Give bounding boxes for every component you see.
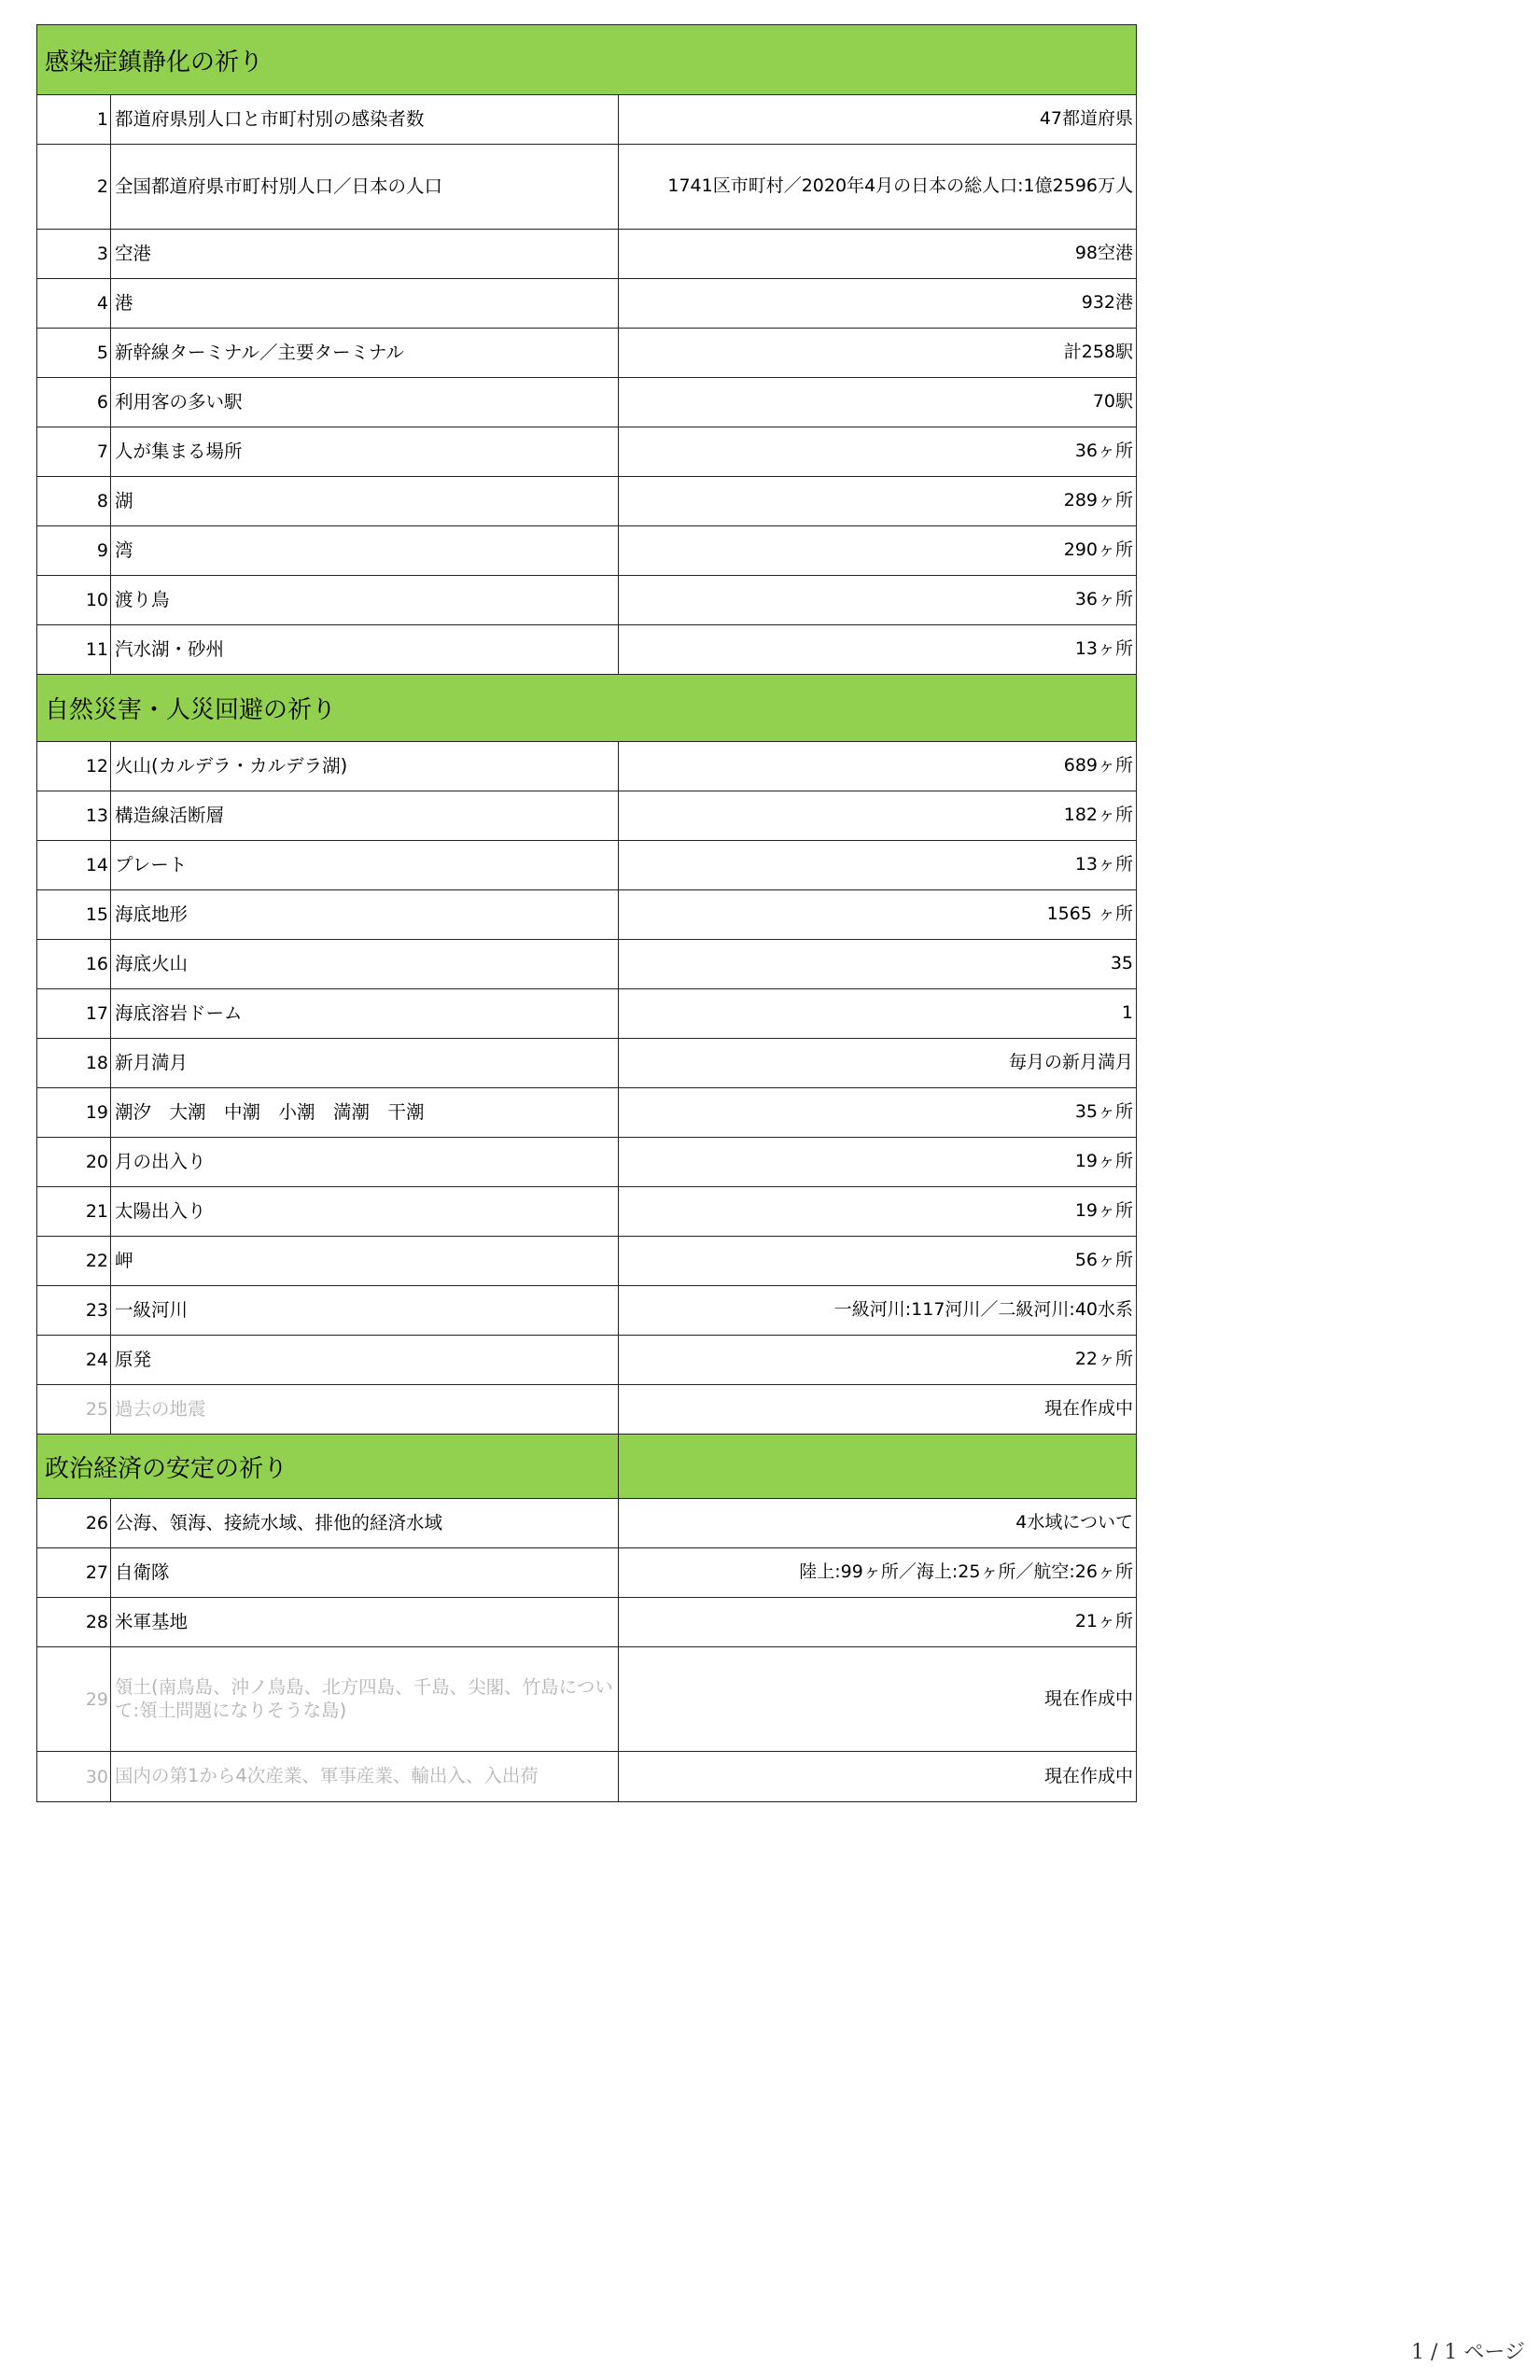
row-value: 現在作成中 bbox=[1043, 1398, 1133, 1420]
row-item: 火山(カルデラ・カルデラ湖) bbox=[111, 742, 619, 791]
table-row bbox=[37, 576, 1136, 625]
row-value: 36ヶ所 bbox=[1074, 589, 1133, 610]
table-row bbox=[37, 1138, 1136, 1187]
row-number: 4 bbox=[37, 279, 111, 328]
row-item: 米軍基地 bbox=[111, 1598, 619, 1646]
table-row bbox=[37, 1088, 1136, 1138]
table-row bbox=[37, 791, 1136, 841]
row-item: 月の出入り bbox=[111, 1138, 619, 1186]
row-value: 陸上:99ヶ所／海上:25ヶ所／航空:26ヶ所 bbox=[799, 1561, 1133, 1583]
row-value: 98空港 bbox=[1074, 243, 1133, 264]
row-item: 過去の地震 bbox=[111, 1385, 619, 1434]
row-number: 26 bbox=[37, 1499, 111, 1547]
table-row bbox=[37, 1752, 1136, 1801]
section-title: 自然災害・人災回避の祈り bbox=[45, 696, 337, 724]
row-value: 1565 ヶ所 bbox=[1046, 903, 1133, 925]
row-value: 290ヶ所 bbox=[1063, 539, 1133, 561]
section-header-blank bbox=[619, 1435, 1136, 1498]
table-row bbox=[37, 95, 1136, 145]
table-row bbox=[37, 1336, 1136, 1385]
row-item: 湾 bbox=[111, 526, 619, 575]
row-value: 689ヶ所 bbox=[1063, 755, 1133, 777]
row-value: 289ヶ所 bbox=[1063, 490, 1133, 511]
row-number: 12 bbox=[37, 742, 111, 791]
row-value: 13ヶ所 bbox=[1074, 638, 1133, 660]
table-row bbox=[37, 1548, 1136, 1598]
row-value: 19ヶ所 bbox=[1074, 1200, 1133, 1222]
table-row bbox=[37, 1286, 1136, 1336]
row-item: 国内の第1から4次産業、軍事産業、輸出入、入出荷 bbox=[111, 1752, 619, 1801]
row-item: 新幹線ターミナル／主要ターミナル bbox=[111, 329, 619, 377]
table-row bbox=[37, 1187, 1136, 1237]
row-number: 3 bbox=[37, 230, 111, 278]
row-number: 10 bbox=[37, 576, 111, 624]
row-number: 6 bbox=[37, 378, 111, 427]
row-value: 現在作成中 bbox=[1043, 1687, 1133, 1709]
row-value: 21ヶ所 bbox=[1074, 1611, 1133, 1632]
row-number: 17 bbox=[37, 989, 111, 1038]
section-header bbox=[37, 1435, 1136, 1499]
row-number: 25 bbox=[37, 1385, 111, 1434]
row-item: 領土(南鳥島、沖ノ鳥島、北方四島、千島、尖閣、竹島について:領土問題になりそうな島) bbox=[111, 1647, 619, 1751]
row-value: 1 bbox=[1121, 1002, 1133, 1024]
row-number: 8 bbox=[37, 477, 111, 525]
row-value: 現在作成中 bbox=[1043, 1765, 1133, 1786]
table-row bbox=[37, 230, 1136, 279]
row-value: 4水域について bbox=[1015, 1512, 1133, 1533]
row-value: 13ヶ所 bbox=[1074, 854, 1133, 875]
row-number: 9 bbox=[37, 526, 111, 575]
row-item: プレート bbox=[111, 841, 619, 889]
row-item: 都道府県別人口と市町村別の感染者数 bbox=[111, 95, 619, 144]
row-number: 22 bbox=[37, 1237, 111, 1285]
row-item: 全国都道府県市町村別人口／日本の人口 bbox=[111, 145, 619, 229]
row-number: 15 bbox=[37, 890, 111, 939]
row-value: 56ヶ所 bbox=[1074, 1250, 1133, 1271]
row-number: 24 bbox=[37, 1336, 111, 1384]
table-row bbox=[37, 427, 1136, 477]
section-title: 感染症鎮静化の祈り bbox=[45, 48, 264, 77]
page-number: 1 / 1 ページ bbox=[1411, 2341, 1525, 2364]
row-value: 19ヶ所 bbox=[1074, 1151, 1133, 1172]
row-number: 13 bbox=[37, 791, 111, 840]
table-row bbox=[37, 1385, 1136, 1435]
row-value: 182ヶ所 bbox=[1063, 805, 1133, 826]
row-item: 空港 bbox=[111, 230, 619, 278]
row-number: 28 bbox=[37, 1598, 111, 1646]
row-value: 一級河川:117河川／二級河川:40水系 bbox=[833, 1299, 1133, 1321]
row-item: 太陽出入り bbox=[111, 1187, 619, 1236]
row-item: 公海、領海、接続水域、排他的経済水域 bbox=[111, 1499, 619, 1547]
row-item: 汽水湖・砂州 bbox=[111, 625, 619, 674]
row-number: 27 bbox=[37, 1548, 111, 1597]
row-number: 1 bbox=[37, 95, 111, 144]
table-row bbox=[37, 1647, 1136, 1752]
section-header bbox=[37, 675, 1136, 742]
row-item: 新月満月 bbox=[111, 1039, 619, 1087]
table-row bbox=[37, 378, 1136, 427]
table-row bbox=[37, 940, 1136, 989]
row-number: 7 bbox=[37, 427, 111, 476]
row-value: 47都道府県 bbox=[1039, 108, 1133, 130]
table-row bbox=[37, 1039, 1136, 1088]
row-item: 港 bbox=[111, 279, 619, 328]
table-row bbox=[37, 989, 1136, 1039]
row-item: 潮汐 大潮 中潮 小潮 満潮 干潮 bbox=[111, 1088, 619, 1137]
table-row bbox=[37, 1237, 1136, 1286]
row-value: 毎月の新月満月 bbox=[1008, 1052, 1133, 1073]
row-value: 932港 bbox=[1081, 292, 1133, 314]
section-header bbox=[37, 25, 1136, 95]
row-item: 海底火山 bbox=[111, 940, 619, 988]
row-number: 16 bbox=[37, 940, 111, 988]
row-number: 5 bbox=[37, 329, 111, 377]
spreadsheet-table bbox=[36, 24, 1137, 1802]
table-row bbox=[37, 625, 1136, 675]
row-number: 19 bbox=[37, 1088, 111, 1137]
row-value: 1741区市町村／2020年4月の日本の総人口:1億2596万人 bbox=[667, 175, 1133, 197]
table-row bbox=[37, 477, 1136, 526]
row-number: 2 bbox=[37, 145, 111, 229]
row-item: 利用客の多い駅 bbox=[111, 378, 619, 427]
row-item: 海底溶岩ドーム bbox=[111, 989, 619, 1038]
table-row bbox=[37, 1499, 1136, 1548]
table-row bbox=[37, 1598, 1136, 1647]
table-row bbox=[37, 841, 1136, 890]
row-value: 22ヶ所 bbox=[1074, 1349, 1133, 1370]
row-number: 18 bbox=[37, 1039, 111, 1087]
row-item: 海底地形 bbox=[111, 890, 619, 939]
row-value: 36ヶ所 bbox=[1074, 441, 1133, 462]
row-value: 計258駅 bbox=[1063, 342, 1133, 363]
table-row bbox=[37, 145, 1136, 230]
row-item: 自衛隊 bbox=[111, 1548, 619, 1597]
table-row bbox=[37, 890, 1136, 940]
row-number: 30 bbox=[37, 1752, 111, 1801]
row-number: 20 bbox=[37, 1138, 111, 1186]
row-number: 29 bbox=[37, 1647, 111, 1751]
row-value: 35ヶ所 bbox=[1074, 1101, 1133, 1123]
row-value: 35 bbox=[1110, 953, 1133, 974]
row-item: 人が集まる場所 bbox=[111, 427, 619, 476]
table-row bbox=[37, 526, 1136, 576]
row-number: 11 bbox=[37, 625, 111, 674]
section-title: 政治経済の安定の祈り bbox=[37, 1435, 619, 1498]
row-item: 渡り鳥 bbox=[111, 576, 619, 624]
table-row bbox=[37, 742, 1136, 791]
row-item: 原発 bbox=[111, 1336, 619, 1384]
row-number: 21 bbox=[37, 1187, 111, 1236]
table-row bbox=[37, 279, 1136, 329]
row-item: 湖 bbox=[111, 477, 619, 525]
row-number: 14 bbox=[37, 841, 111, 889]
row-value: 70駅 bbox=[1092, 391, 1133, 413]
row-item: 一級河川 bbox=[111, 1286, 619, 1335]
row-item: 構造線活断層 bbox=[111, 791, 619, 840]
row-item: 岬 bbox=[111, 1237, 619, 1285]
table-row bbox=[37, 329, 1136, 378]
row-number: 23 bbox=[37, 1286, 111, 1335]
